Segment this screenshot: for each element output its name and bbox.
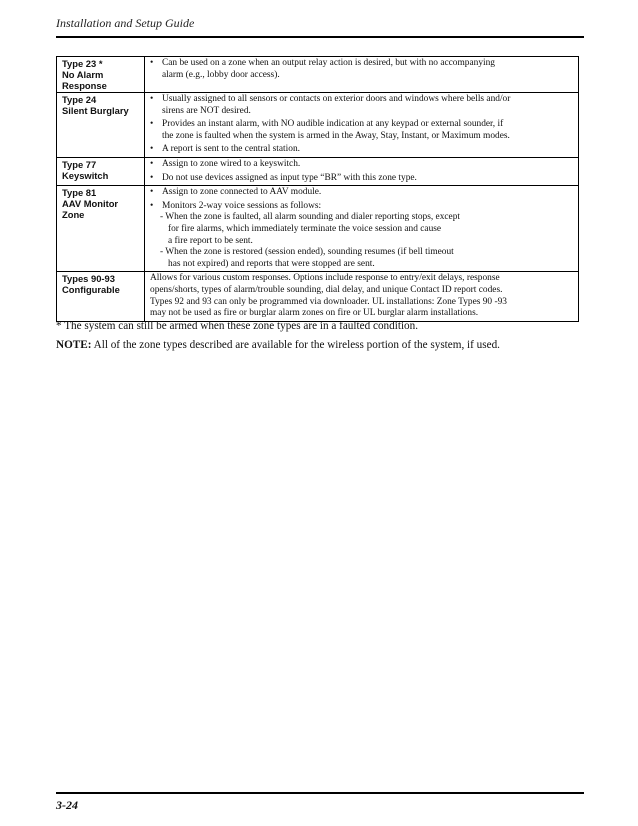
bullet-item [150, 119, 573, 142]
bullet-text: Usually assigned to all sensors or contacts on exterior doors and windows where bells and/or [162, 94, 511, 104]
zone-type-cell [57, 93, 145, 158]
bullet-icon: • [150, 144, 154, 155]
zone-description-cell [145, 57, 579, 93]
zone-type-label: Type 81 [62, 187, 97, 199]
bullet-text: Assign to zone connected to AAV module. [162, 187, 322, 198]
bullet-text: sirens are NOT desired. [162, 105, 251, 116]
paragraph-line: opens/shorts, types of alarm/trouble sounding, dial delay, and unique Contact ID report codes. [150, 284, 503, 295]
sub-item-text: has not expired) and reports that were stopped are sent. [168, 258, 375, 269]
sub-item-text: for fire alarms, which immediately terminate the voice session and cause [168, 223, 442, 234]
footer-rule [56, 792, 584, 794]
paragraph-line: Allows for various custom responses. Options include response to entry/exit delays, response [150, 273, 500, 284]
bullet-icon: • [150, 187, 154, 198]
zone-type-label: Zone [62, 209, 85, 221]
zone-types-table [56, 56, 579, 322]
bullet-text: Monitors 2-way voice sessions as follows: [162, 200, 322, 211]
bullet-text: Provides an instant alarm, with NO audible indication at any keypad or external sounder, if [162, 119, 504, 130]
zone-type-cell [57, 157, 145, 185]
zone-description-cell [145, 157, 579, 185]
bullet-text: A report is sent to the central station. [162, 144, 300, 155]
bullet-item [150, 159, 573, 171]
bullet-item [150, 201, 573, 213]
bullet-item [150, 94, 573, 117]
table-row [57, 157, 579, 185]
footnote: * The system can still be armed when these zone types are in a faulted condition. [56, 320, 419, 332]
paragraph-line: Types 92 and 93 can only be programmed via downloader. UL installations: Zone Types 90 -93 [150, 296, 507, 307]
zone-type-label: Types 90-93 [62, 273, 115, 285]
table-row [57, 272, 579, 321]
bullet-item [150, 173, 573, 185]
zone-type-label: Response [62, 80, 107, 91]
zone-type-cell [57, 272, 145, 321]
table-row [57, 93, 579, 158]
zone-description-cell [145, 186, 579, 272]
bullet-item [150, 58, 573, 81]
zone-description-cell [145, 93, 579, 158]
table-row [57, 57, 579, 93]
zone-type-label: Type 24 [62, 94, 97, 105]
sub-item-text: a fire report to be sent. [168, 235, 253, 246]
zone-type-label: Type 23 * [62, 58, 103, 69]
bullet-icon: • [150, 119, 154, 130]
sub-item [150, 247, 573, 270]
note [56, 339, 584, 351]
zone-type-label: Configurable [62, 284, 120, 296]
zone-type-label: AAV Monitor [62, 198, 119, 210]
sub-item [150, 212, 573, 247]
bullet-text: Do not use devices assigned as input type “BR” with this zone type. [162, 172, 417, 183]
zone-description-cell [145, 272, 579, 321]
zone-type-label: Keyswitch [62, 169, 109, 181]
bullet-icon: • [150, 58, 154, 68]
zone-type-label: No Alarm [62, 69, 104, 80]
paragraph-line: may not be used as fire or burglar alarm zones on fire or UL burglar alarm installations. [150, 308, 479, 319]
bullet-text: the zone is faulted when the system is armed in the Away, Stay, Instant, or Maximum modes. [162, 130, 510, 141]
bullet-icon: • [150, 200, 154, 211]
bullet-icon: • [150, 94, 154, 104]
zone-type-label: Type 77 [62, 158, 97, 170]
running-header: Installation and Setup Guide [56, 16, 195, 30]
bullet-item [150, 144, 573, 156]
sub-item-text: - When the zone is faulted, all alarm sounding and dialer reporting stops, except [160, 212, 460, 223]
header-rule [56, 36, 584, 38]
table-row [57, 186, 579, 272]
zone-type-label: Silent Burglary [62, 105, 129, 116]
zone-type-cell [57, 186, 145, 272]
bullet-text: alarm (e.g., lobby door access). [162, 69, 280, 80]
sub-item-text: - When the zone is restored (session ended), sounding resumes (if bell timeout [160, 247, 454, 258]
bullet-icon: • [150, 172, 154, 183]
note-label: NOTE: [56, 339, 92, 351]
note-text: All of the zone types described are available for the wireless portion of the system, if used. [93, 339, 500, 351]
bullet-text: Assign to zone wired to a keyswitch. [162, 158, 301, 169]
bullet-icon: • [150, 158, 154, 169]
bullet-item [150, 187, 573, 199]
page-number: 3-24 [56, 798, 78, 812]
zone-type-cell [57, 57, 145, 93]
bullet-text: Can be used on a zone when an output relay action is desired, but with no accompanying [162, 58, 495, 68]
